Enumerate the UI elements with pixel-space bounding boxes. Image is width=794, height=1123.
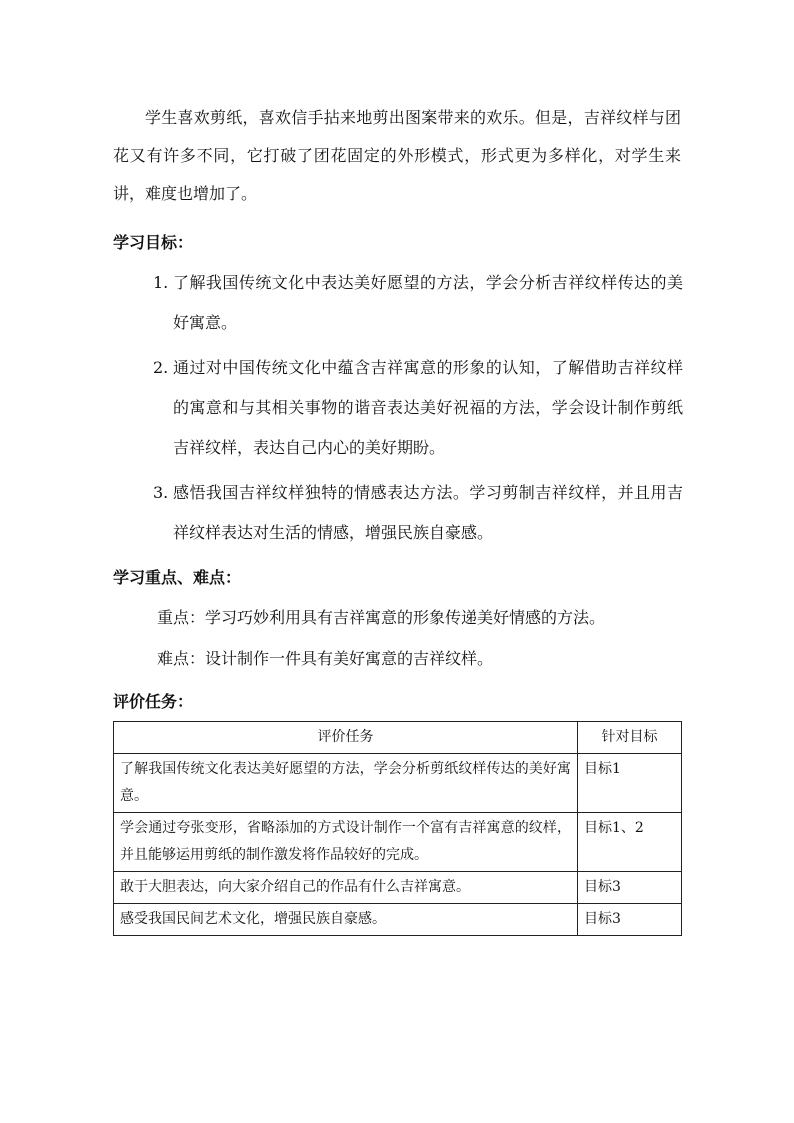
- key-points-heading: 学习重点、难点：: [113, 568, 242, 587]
- intro-paragraph: 学生喜欢剪纸，喜欢信手拈来地剪出图案带来的欢乐。但是，吉祥纹样与团花又有许多不同，它打破了团花固定的外形模式，形式更为多样化，对学生来讲，难度也增加了。: [113, 108, 681, 203]
- objective-item: [153, 263, 683, 343]
- column-header-task: 评价任务: [114, 722, 578, 754]
- task-cell: 感受我国民间艺术文化，增强民族自豪感。: [114, 904, 578, 936]
- target-cell: 目标3: [578, 872, 682, 904]
- task-cell: 了解我国传统文化表达美好愿望的方法，学会分析剪纸纹样传达的美好寓意。: [114, 754, 578, 813]
- task-cell: 敢于大胆表达，向大家介绍自己的作品有什么吉祥寓意。: [114, 872, 578, 904]
- difficulty-text: 难点：设计制作一件具有美好寓意的吉祥纹样。: [157, 649, 494, 668]
- table-row: [114, 872, 682, 904]
- objective-number: 1.: [153, 273, 169, 292]
- target-cell: 目标1、2: [578, 813, 682, 872]
- objective-number: 2.: [153, 358, 169, 377]
- task-cell: 学会通过夸张变形，省略添加的方式设计制作一个富有吉祥寓意的纹样，并且能够运用剪纸的制作激发将作品较好的完成。: [114, 813, 578, 872]
- table-row: [114, 813, 682, 872]
- key-point-text: 重点：学习巧妙利用具有吉祥寓意的形象传递美好情感的方法。: [157, 608, 606, 627]
- target-cell: 目标1: [578, 754, 682, 813]
- evaluation-table: [113, 721, 682, 936]
- objective-text: 通过对中国传统文化中蕴含吉祥寓意的形象的认知，了解借助吉祥纹样的寓意和与其相关事物的谐音表达美好祝福的方法，学会设计制作剪纸吉祥纹样，表达自己内心的美好期盼。: [173, 358, 683, 457]
- table-row: [114, 904, 682, 936]
- objective-item: [153, 473, 683, 553]
- objectives-heading: 学习目标：: [113, 233, 194, 252]
- table-header-row: [114, 722, 682, 754]
- column-header-target: 针对目标: [578, 722, 682, 754]
- objective-text: 感悟我国吉祥纹样独特的情感表达方法。学习剪制吉祥纹样，并且用吉祥纹样表达对生活的情感，增强民族自豪感。: [173, 483, 683, 542]
- objective-text: 了解我国传统文化中表达美好愿望的方法，学会分析吉祥纹样传达的美好寓意。: [173, 273, 683, 332]
- table-row: [114, 754, 682, 813]
- target-cell: 目标3: [578, 904, 682, 936]
- objectives-list: [153, 263, 683, 558]
- objective-item: [153, 348, 683, 468]
- evaluation-heading: 评价任务：: [113, 692, 194, 711]
- objective-number: 3.: [153, 483, 169, 502]
